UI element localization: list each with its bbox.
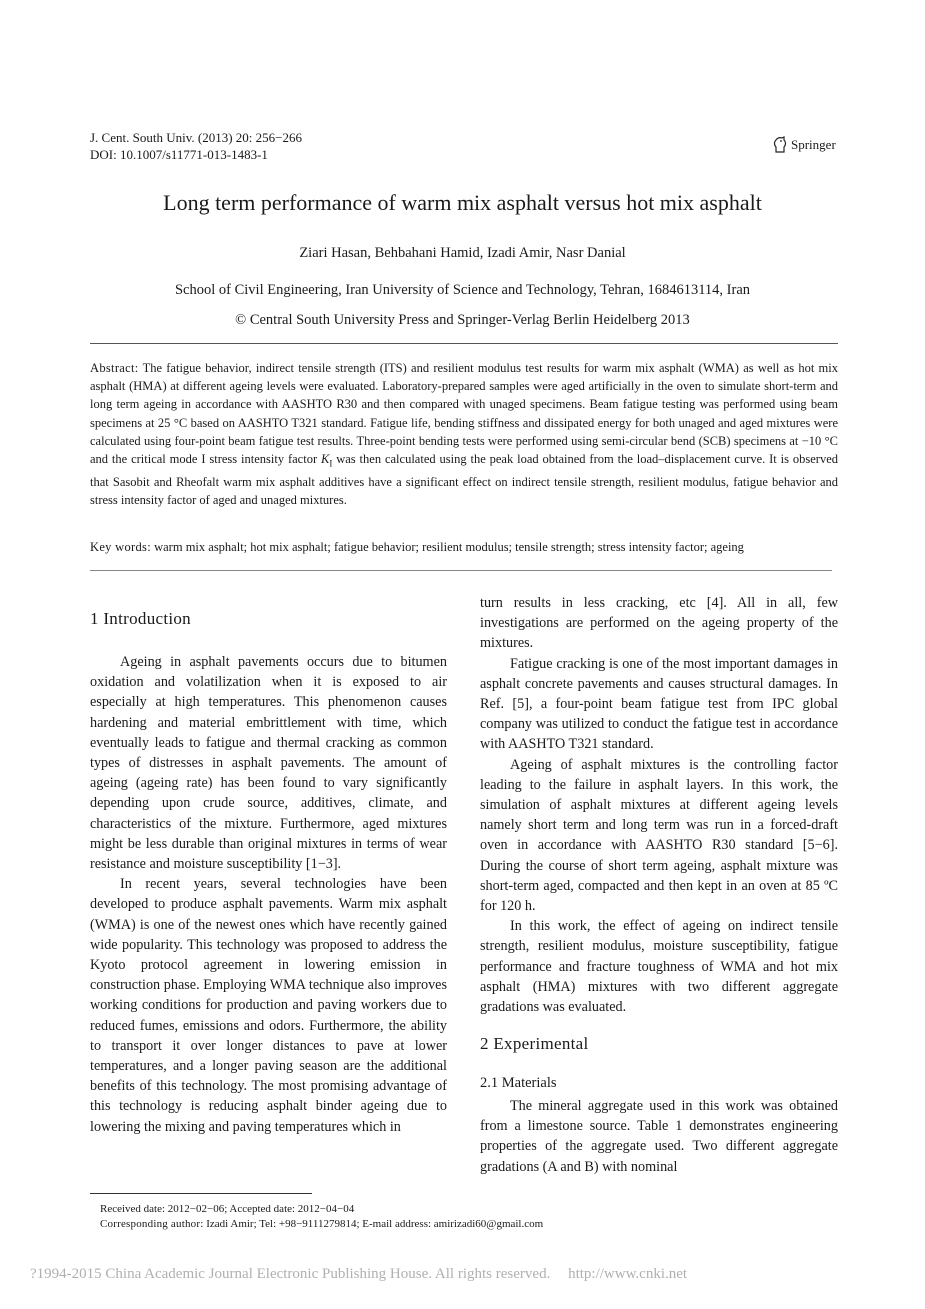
abstract-label: Abstract: <box>90 361 139 375</box>
doi: DOI: 10.1007/s11771-013-1483-1 <box>90 147 268 162</box>
paragraph: turn results in less cracking, etc [4]. All in all, few investigations are performed on the ageing property of the mixtures. <box>480 595 838 652</box>
paper-title: Long term performance of warm mix asphalt versus hot mix asphalt <box>163 190 762 215</box>
abstract-text-1: The fatigue behavior, indirect tensile strength (ITS) and resilient modulus test results for warm mix asphalt (WMA) as well as hot mix asphalt (HMA) at different ageing levels were evaluated. Laboratory-prepared samples were aged artificially in the oven to simulate short-term and long term ageing in accordance with AASHTO R30 and then compared with unaged specimens. Beam fatigue testing was performed using beam specimens at 25 °C based on AASHTO T321 standard. Fatigue life, bending stiffness and dissipated energy for both unaged and aged mixtures were calculated using four-point beam fatigue test results. Three-point bending tests were performed using semi-circular bend (SCB) specimens at −10 °C and the critical mode I stress intensity factor <box>90 361 838 467</box>
stress-intensity-symbol: K <box>321 452 330 467</box>
paragraph: In this work, the effect of ageing on indirect tensile strength, resilient modulus, moisture susceptibility, fatigue performance and fracture toughness of WMA and hot mix asphalt (HMA) mixtures with two different aggregate gradations was evaluated. <box>480 918 838 1016</box>
keywords <box>90 538 838 556</box>
abstract-divider <box>90 570 832 571</box>
section-heading-experimental: 2 Experimental <box>480 1034 589 1053</box>
received-date: Received date: 2012−02−06; Accepted date: 2012−04−04 <box>100 1203 355 1215</box>
left-column <box>90 652 447 1137</box>
footer-url[interactable]: http://www.cnki.net <box>568 1266 688 1282</box>
paragraph: In recent years, several technologies have been developed to produce asphalt pavements. Warm mix asphalt (WMA) is one of the newest ones which have recently gained wide popularity. This technology was proposed to address the Kyoto protocol agreement in lowering emission in construction phase. Employing WMA technique also improves working conditions for production and paving workers due to reduced fumes, emissions and odors. Furthermore, the ability to transport it over longer distances to pave at lower temperatures, and a longer paving season are the additional benefits of this technology. The most promising advantage of this technology is reducing asphalt binder ageing due to lowering the mixing and paving temperatures which in <box>90 876 447 1135</box>
section-heading-introduction: 1 Introduction <box>90 609 191 628</box>
abstract <box>90 359 838 509</box>
stress-intensity-subscript: I <box>329 458 333 469</box>
footer-rights: ?1994-2015 China Academic Journal Electronic Publishing House. All rights reserved. <box>30 1266 551 1282</box>
paragraph: The mineral aggregate used in this work was obtained from a limestone source. Table 1 demonstrates engineering properties of the aggregate used. Two different aggregate gradations (A and B) with nominal <box>480 1098 838 1175</box>
publisher-logo <box>772 136 836 153</box>
authors: Ziari Hasan, Behbahani Hamid, Izadi Amir, Nasr Danial <box>299 245 626 261</box>
journal-citation: J. Cent. South Univ. (2013) 20: 256−266 <box>90 130 302 145</box>
keywords-label: Key words: <box>90 540 151 554</box>
springer-knight-icon <box>772 136 788 153</box>
paragraph: Ageing in asphalt pavements occurs due to bitumen oxidation and volatilization when it is exposed to air especially at high temperatures. This phenomenon causes hardening and material embrittlement with time, which eventually leads to fatigue and thermal cracking as common types of distresses in asphalt pavements. The amount of ageing (ageing rate) has been found to vary significantly depending upon crude source, additives, climate, and characteristics of the mixture. Furthermore, aged mixtures might be less durable than original mixtures in terms of wear resistance and moisture susceptibility [1−3]. <box>90 654 447 873</box>
affiliation: School of Civil Engineering, Iran University of Science and Technology, Tehran, 1684613114, Iran <box>174 282 750 298</box>
right-column <box>480 593 838 1017</box>
copyright: © Central South University Press and Springer-Verlag Berlin Heidelberg 2013 <box>235 312 690 328</box>
corresponding-text: Izadi Amir; Tel: +98−9111279814; E-mail address: amirizadi60@gmail.com <box>206 1218 544 1230</box>
subsection-heading-materials: 2.1 Materials <box>480 1075 557 1091</box>
header-divider <box>90 343 838 344</box>
keywords-text: warm mix asphalt; hot mix asphalt; fatigue behavior; resilient modulus; tensile strength; stress intensity factor; ageing <box>154 540 744 554</box>
paragraph: Fatigue cracking is one of the most important damages in asphalt concrete pavements and causes structural damages. In Ref. [5], a four-point beam fatigue test from IPC global company was utilized to conduct the fatigue test in accordance with AASHTO T321 standard. <box>480 655 838 753</box>
corresponding-label: Corresponding author: <box>100 1218 204 1230</box>
publisher-name: Springer <box>791 136 836 152</box>
abstract-text-2: was then calculated using the peak load obtained from the load–displacement curve. It is observed that Sasobit and Rheofalt warm mix asphalt additives have a significant effect on indirect tensile strength, resilient modulus, fatigue behavior and stress intensity factor of aged and unaged mixtures. <box>90 452 839 507</box>
footer <box>30 1266 687 1283</box>
footnote-divider <box>90 1193 312 1194</box>
materials-text <box>480 1096 838 1177</box>
paragraph: Ageing of asphalt mixtures is the controlling factor leading to the failure in asphalt layers. In this work, the simulation of asphalt mixtures at different ageing levels namely short term and long term was run in a forced-draft oven in accordance with AASHTO R30 standard [5−6]. During the course of short term ageing, asphalt mixture was short-term aged, compacted and then kept in an oven at 85 ºC for 120 h. <box>480 756 838 915</box>
corresponding-author <box>100 1217 543 1232</box>
